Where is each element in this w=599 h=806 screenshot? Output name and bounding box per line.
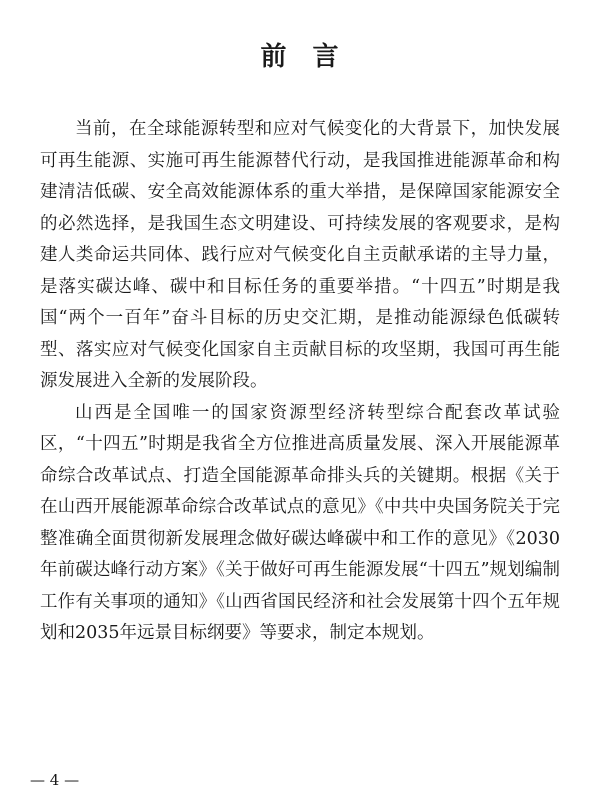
paragraph-2: 山西是全国唯一的国家资源型经济转型综合配套改革试验区，“十四五”时期是我省全方位推进高质量发展、深入开展能源革命综合改革试点、打造全国能源革命排头兵的关键期。根据《关于在山西开展能源革命综合改革试点的意见》《中共中央国务院关于完整准确全面贯彻新发展理念做好碳达峰碳中和工作的意见》《2030年前碳达峰行动方案》《关于做好可再生能源发展“十四五”规划编制工作有关事项的通知》《山西省国民经济和社会发展第十四个五年规划和2035年远景目标纲要》等要求，制定本规划。 — [40, 402, 560, 643]
document-body — [40, 114, 560, 650]
page-title: 前言 — [260, 42, 365, 72]
page-number: — 4 — — [30, 771, 80, 789]
paragraph-1: 当前，在全球能源转型和应对气候变化的大背景下，加快发展可再生能源、实施可再生能源替代行动，是我国推进能源革命和构建清洁低碳、安全高效能源体系的重大举措，是保障国家能源安全的必然选择，是我国生态文明建设、可持续发展的客观要求，是构建人类命运共同体、践行应对气候变化自主贡献承诺的主导力量，是落实碳达峰、碳中和目标任务的重要举措。“十四五”时期是我国“两个一百年”奋斗目标的历史交汇期，是推动能源绿色低碳转型、落实应对气候变化国家自主贡献目标的攻坚期，我国可再生能源发展进入全新的发展阶段。 — [40, 119, 560, 391]
